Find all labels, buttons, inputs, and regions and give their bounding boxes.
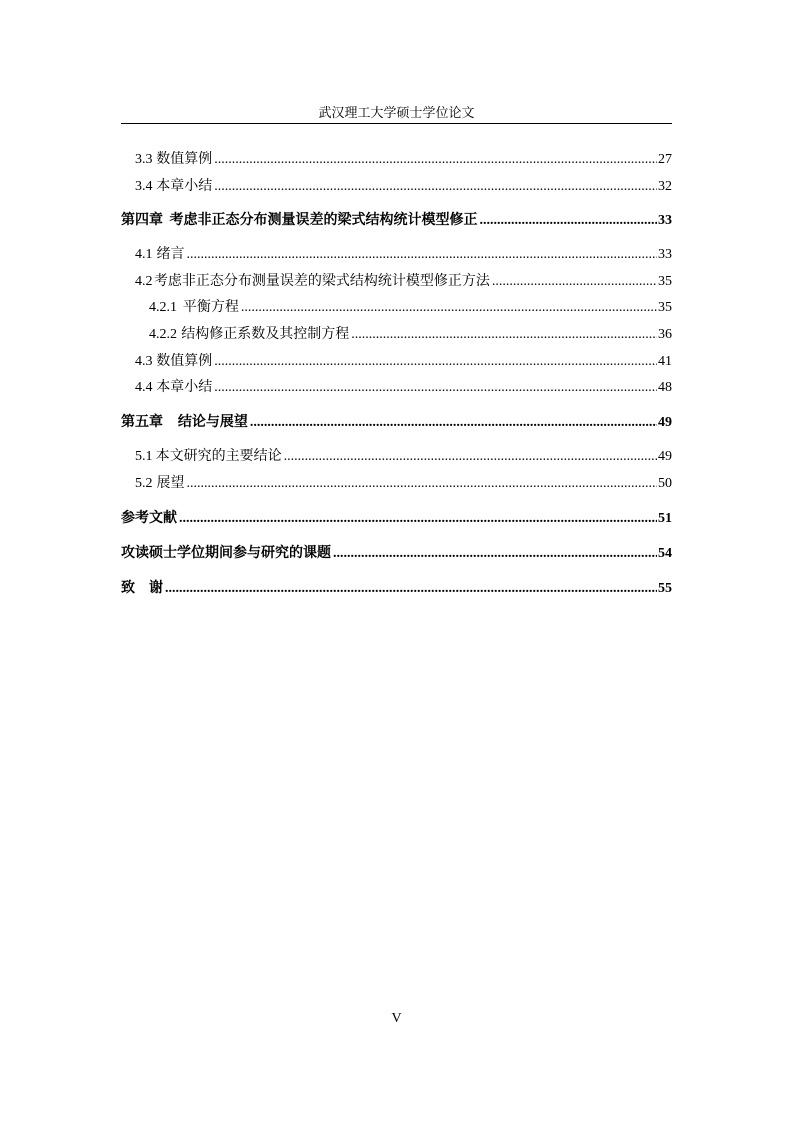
toc-entry-number: 4.2.2 (149, 327, 177, 342)
toc-entry-number: 4.2.1 (149, 300, 177, 315)
toc-entry-page: 27 (658, 152, 672, 167)
toc-entry-title: 攻读硕士学位期间参与研究的课题 (121, 546, 331, 561)
toc-leader-dots (480, 211, 658, 231)
toc-entry-title: 数值算例 (156, 354, 213, 369)
toc-entry[interactable] (121, 298, 672, 318)
toc-entry[interactable] (121, 509, 672, 529)
toc-entry-number: 3.4 (135, 179, 153, 194)
toc-entry[interactable] (121, 352, 672, 372)
toc-leader-dots (284, 447, 657, 467)
toc-entry-number: 第五章 (121, 415, 163, 430)
toc-entry-number: 3.3 (135, 152, 153, 167)
toc-leader-dots (492, 272, 657, 292)
toc-leader-dots (186, 245, 657, 265)
toc-leader-dots (333, 544, 657, 564)
toc-entry[interactable] (121, 177, 672, 197)
toc-entry[interactable] (121, 579, 672, 599)
toc-leader-dots (250, 413, 657, 433)
toc-entry-title: 参考文献 (121, 511, 177, 526)
toc-leader-dots (214, 352, 657, 372)
toc-entry[interactable] (121, 378, 672, 398)
toc-entry-page: 41 (658, 354, 672, 369)
toc-leader-dots (165, 579, 657, 599)
toc-entry-title: 平衡方程 (182, 300, 239, 315)
toc-entry-title: 本章小结 (156, 179, 213, 194)
toc-entry[interactable] (121, 150, 672, 170)
toc-entry-title: 考虑非正态分布测量误差的梁式结构统计模型修正 (169, 213, 478, 228)
toc-entry-page: 51 (658, 511, 672, 526)
toc-entry[interactable] (121, 245, 672, 265)
toc-entry-title: 展望 (156, 476, 185, 491)
toc-entry-page: 49 (658, 449, 672, 464)
toc-entry-page: 36 (658, 327, 672, 342)
toc-entry-title: 绪言 (156, 247, 185, 262)
toc-entry-title: 结论与展望 (177, 415, 248, 430)
toc-leader-dots (186, 474, 657, 494)
running-header: 武汉理工大学硕士学位论文 (318, 105, 475, 120)
toc-entry[interactable] (121, 447, 672, 467)
toc-entry-page: 33 (658, 213, 672, 228)
toc-entry-page: 32 (658, 179, 672, 194)
toc-entry[interactable] (121, 211, 672, 231)
header-rule (121, 123, 672, 124)
toc-leader-dots (214, 177, 657, 197)
toc-entry[interactable] (121, 413, 672, 433)
toc-entry-page: 55 (658, 581, 672, 596)
toc-entry-page: 35 (658, 300, 672, 315)
toc-entry-page: 49 (658, 415, 672, 430)
toc-entry-number: 4.4 (135, 380, 153, 395)
toc-entry-title: 本文研究的主要结论 (155, 449, 282, 464)
toc-entry-page: 48 (658, 380, 672, 395)
toc-entry-title: 数值算例 (156, 152, 213, 167)
toc-entry-title: 考虑非正态分布测量误差的梁式结构统计模型修正方法 (153, 274, 490, 289)
toc-entry-page: 50 (658, 476, 672, 491)
toc-entry-page: 35 (658, 274, 672, 289)
toc-entry[interactable] (121, 544, 672, 564)
toc-entry-number: 5.2 (135, 476, 153, 491)
toc-entry[interactable] (121, 272, 672, 292)
toc-entry-page: 54 (658, 546, 672, 561)
toc-entry-title: 本章小结 (156, 380, 213, 395)
toc-leader-dots (214, 150, 657, 170)
toc-entry[interactable] (121, 325, 672, 345)
toc-leader-dots (351, 325, 657, 345)
toc-entry-number: 4.2 (135, 274, 153, 289)
toc-entry-number: 4.1 (135, 247, 153, 262)
toc-leader-dots (241, 298, 657, 318)
toc-leader-dots (214, 378, 657, 398)
toc-entry[interactable] (121, 474, 672, 494)
toc-entry-page: 33 (658, 247, 672, 262)
toc-entry-number: 5.1 (135, 449, 153, 464)
page-number: V (391, 1011, 402, 1026)
toc-entry-title: 结构修正系数及其控制方程 (181, 327, 350, 342)
toc-entry-number: 第四章 (121, 213, 163, 228)
toc-entry-number: 4.3 (135, 354, 153, 369)
toc-leader-dots (179, 509, 657, 529)
toc-entry-title: 致 谢 (121, 581, 163, 596)
